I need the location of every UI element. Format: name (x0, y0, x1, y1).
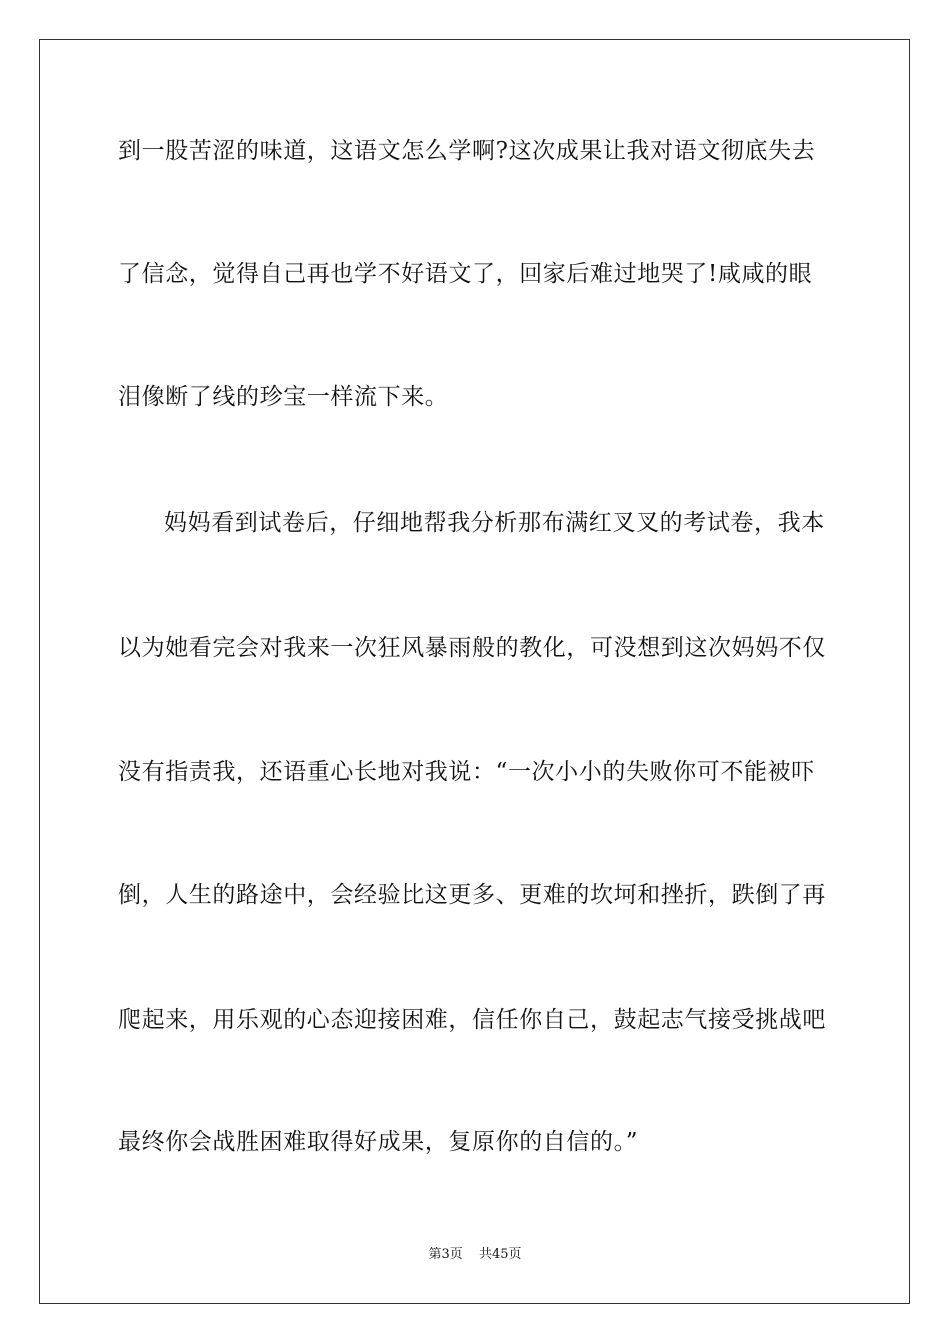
text-line: 没有指责我，还语重心长地对我说：“一次小小的失败你可不能被吓 (118, 759, 815, 785)
text-line: 以为她看完会对我来一次狂风暴雨般的教化，可没想到这次妈妈不仅 (118, 635, 826, 661)
paragraph-first-line: 妈妈看到试卷后，仔细地帮我分析那布满红叉叉的考试卷，我本 (164, 510, 825, 536)
page-number: 第3页 (428, 1247, 463, 1262)
page-total: 共45页 (478, 1247, 522, 1262)
text-line: 了信念，觉得自己再也学不好语文了，回家后难过地哭了!咸咸的眼 (118, 261, 813, 287)
text-line: 泪像断了线的珍宝一样流下来。 (118, 384, 449, 410)
page-footer (0, 1245, 950, 1265)
page-border (39, 39, 910, 1304)
text-line: 到一股苦涩的味道，这语文怎么学啊?这次成果让我对语文彻底失去 (118, 138, 816, 164)
text-line: 爬起来，用乐观的心态迎接困难，信任你自己，鼓起志气接受挑战吧 (118, 1007, 826, 1033)
text-line: 倒，人生的路途中，会经验比这更多、更难的坎坷和挫折，跌倒了再 (118, 882, 826, 908)
text-line: 最终你会战胜困难取得好成果，复原你的自信的。” (118, 1129, 639, 1155)
